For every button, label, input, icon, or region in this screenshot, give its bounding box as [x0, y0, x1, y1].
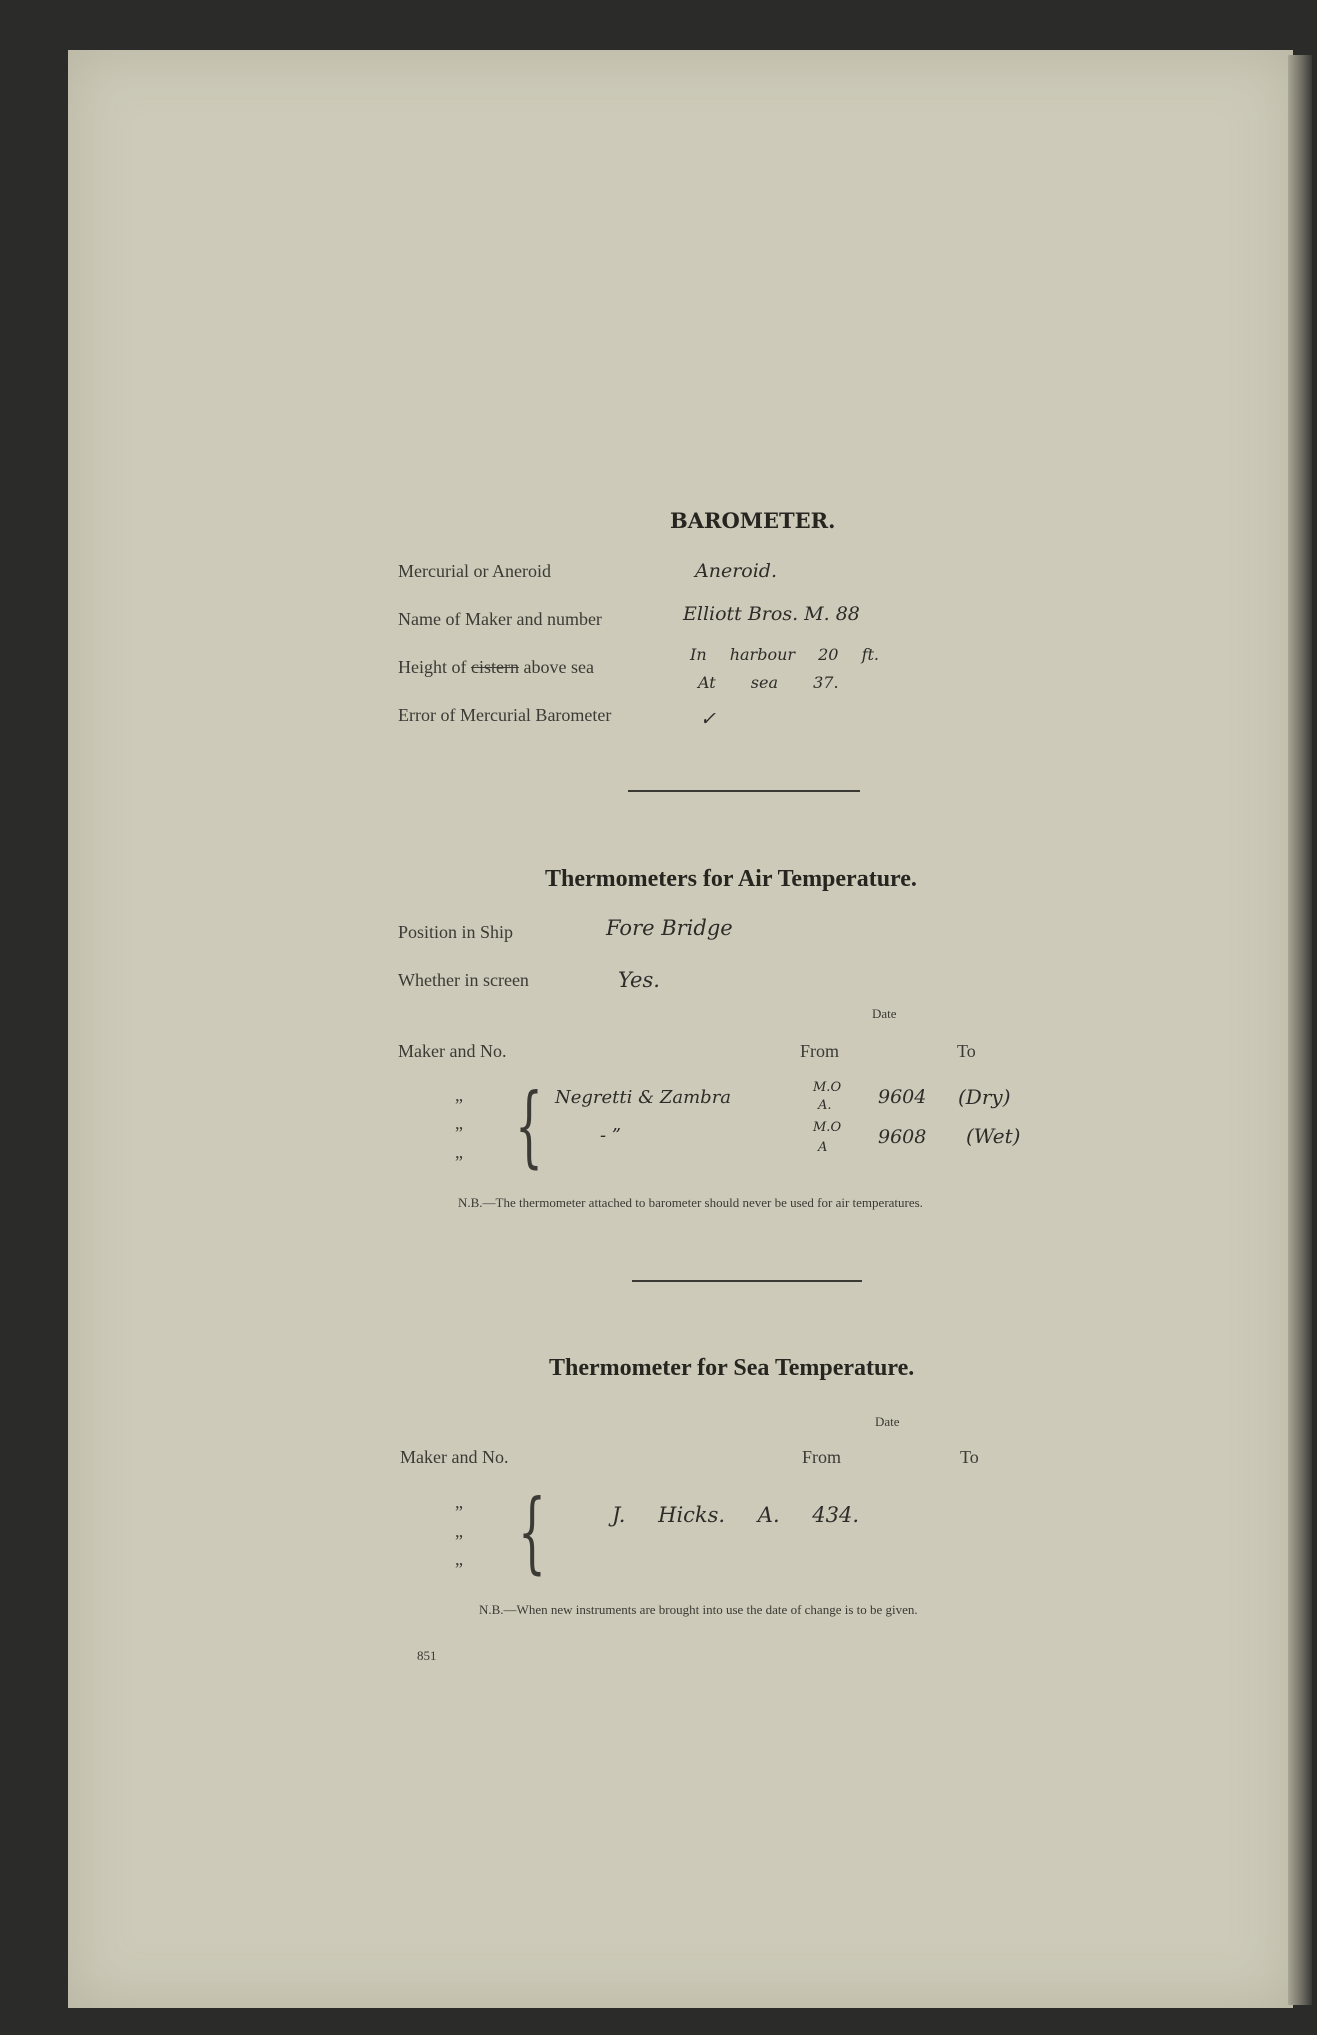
air-entry-2-number: 9608: [878, 1126, 927, 1148]
position-label: Position in Ship: [398, 922, 514, 942]
section-divider-2: [632, 1280, 862, 1282]
height-label-after: above sea: [523, 657, 594, 677]
air-entry-1-ref-bottom: A.: [818, 1098, 832, 1113]
page-edge: [1288, 55, 1312, 2005]
air-entry-2-maker: - ”: [600, 1125, 622, 1146]
air-ditto-3: ”: [455, 1152, 463, 1172]
sea-maker-label: Maker and No.: [400, 1447, 509, 1467]
air-title: Thermometers for Air Temperature.: [545, 866, 917, 892]
form-page: [68, 50, 1293, 2008]
sea-entry: J. Hicks. A. 434.: [612, 1503, 860, 1527]
mercurial-label: Mercurial or Aneroid: [398, 561, 551, 581]
height-label-struck: cistern: [470, 657, 519, 677]
sea-brace: {: [518, 1480, 546, 1583]
position-value: Fore Bridge: [606, 916, 733, 940]
maker-label: Name of Maker and number: [398, 609, 602, 629]
sea-ditto-3: ”: [455, 1559, 463, 1579]
barometer-title: BAROMETER.: [670, 508, 836, 533]
section-divider-1: [628, 790, 860, 792]
error-value: ✓: [700, 708, 716, 730]
sea-to-label: To: [960, 1447, 979, 1467]
air-entry-2-ref-top: M.O: [813, 1120, 842, 1135]
air-date-label: Date: [872, 1006, 897, 1021]
height-label-before: Height of: [398, 657, 467, 677]
sea-title: Thermometer for Sea Temperature.: [549, 1355, 915, 1381]
air-nb: N.B.—The thermometer attached to barometer should never be used for air temperatures.: [458, 1195, 923, 1210]
sea-date-label: Date: [875, 1414, 900, 1429]
screen-label: Whether in screen: [398, 970, 529, 990]
air-entry-1-maker: Negretti & Zambra: [555, 1087, 732, 1108]
sea-ditto-2: ”: [455, 1531, 463, 1551]
sea-from-label: From: [802, 1447, 842, 1467]
page-number: 851: [417, 1648, 437, 1663]
air-entry-1-ref-top: M.O: [813, 1080, 842, 1095]
height-label: [398, 657, 594, 678]
error-label: Error of Mercurial Barometer: [398, 705, 612, 725]
air-from-label: From: [800, 1041, 840, 1061]
mercurial-value: Aneroid.: [695, 560, 778, 582]
air-ditto-1: ”: [455, 1095, 463, 1115]
screen-value: Yes.: [618, 968, 660, 992]
air-ditto-2: ”: [455, 1123, 463, 1143]
air-maker-label: Maker and No.: [398, 1041, 507, 1061]
sea-nb: N.B.—When new instruments are brought into use the date of change is to be given.: [479, 1602, 918, 1617]
air-brace: {: [515, 1074, 543, 1177]
sea-ditto-1: ”: [455, 1502, 463, 1522]
height-value-sea: At sea 37.: [698, 673, 839, 692]
air-to-label: To: [957, 1041, 976, 1061]
maker-value: Elliott Bros. M. 88: [683, 603, 860, 625]
air-entry-1-number: 9604: [878, 1086, 927, 1108]
air-entry-2-note: (Wet): [966, 1124, 1021, 1148]
air-entry-1-note: (Dry): [958, 1085, 1011, 1109]
air-entry-2-ref-bottom: A: [818, 1140, 828, 1155]
height-value-harbour: In harbour 20 ft.: [690, 645, 879, 664]
